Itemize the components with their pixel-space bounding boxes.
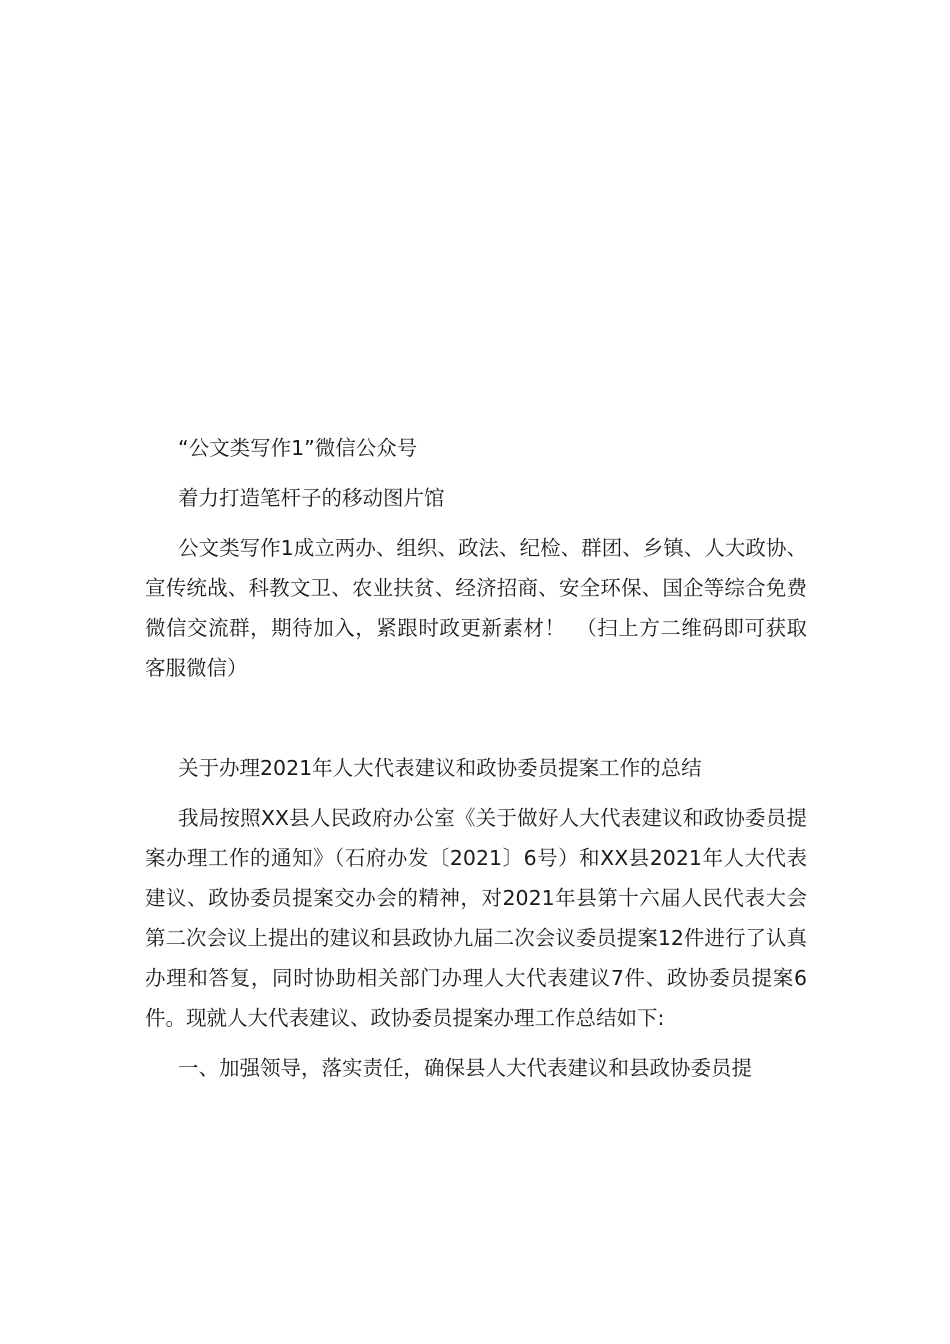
wechat-account-line: “公文类写作1”微信公众号 xyxy=(178,436,418,460)
slogan-line: 着力打造笔杆子的移动图片馆 xyxy=(178,486,445,510)
intro-paragraph: 我局按照XX县人民政府办公室《关于做好人大代表建议和政协委员提案办理工作的通知》（石府办发〔2021〕6号）和XX县2021年人大代表建议、政协委员提案交办会的精神，对2021年县第十六届人民代表大会第二次会议上提出的建议和县政协九届二次会议委员提案12件进行了认真办理和答复，同时协助相关部门办理人大代表建议7件、政协委员提案6件。现就人大代表建议、政协委员提案办理工作总结如下: xyxy=(145,806,807,1030)
group-invitation-paragraph: 公文类写作1成立两办、组织、政法、纪检、群团、乡镇、人大政协、宣传统战、科教文卫、农业扶贫、经济招商、安全环保、国企等综合免费微信交流群，期待加入，紧跟时政更新素材！ （扫上方二维码即可获取客服微信） xyxy=(145,536,807,680)
section-one-heading: 一、加强领导，落实责任，确保县人大代表建议和县政协委员提 xyxy=(178,1056,752,1080)
document-body xyxy=(145,428,807,1098)
document-title: 关于办理2021年人大代表建议和政协委员提案工作的总结 xyxy=(178,756,702,780)
